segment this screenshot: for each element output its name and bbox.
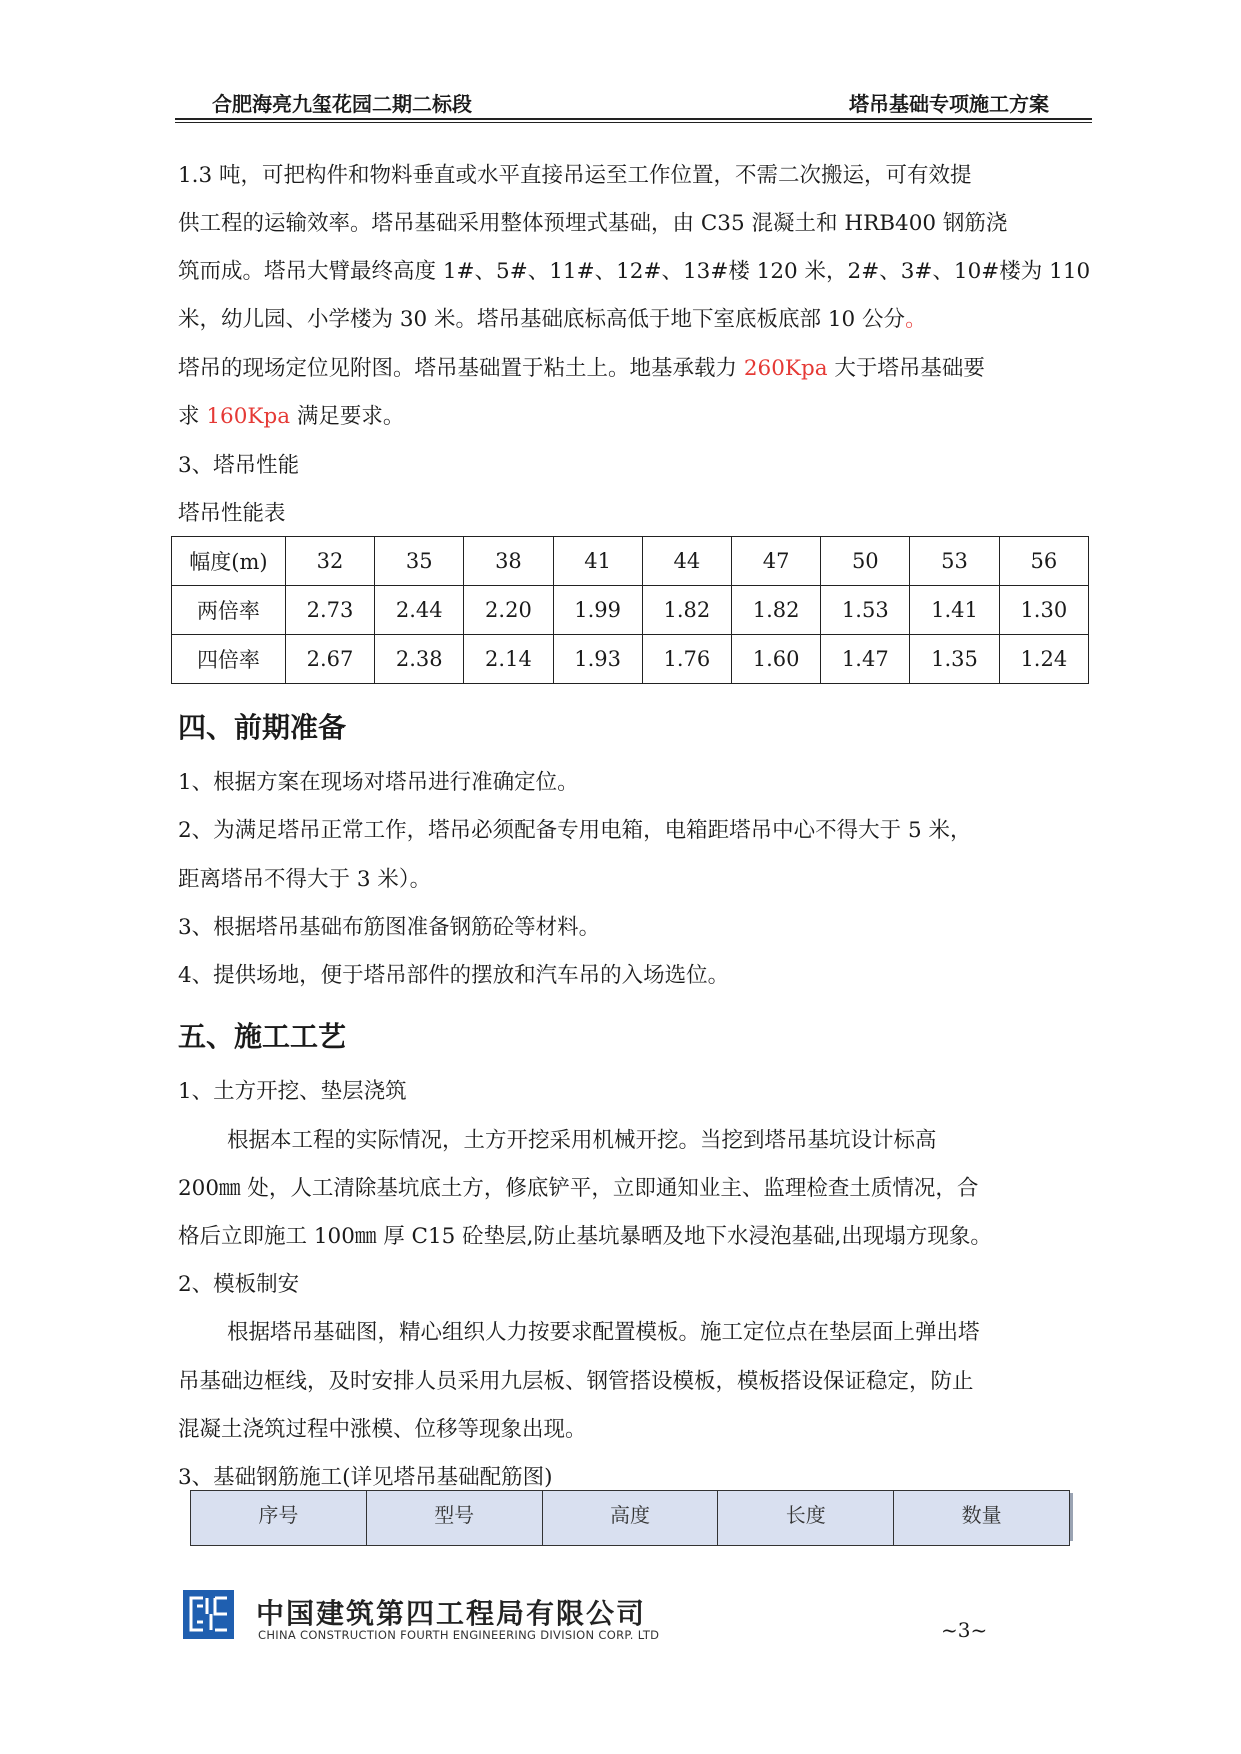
table-cell: 1.93	[553, 635, 642, 684]
table-cell: 2.38	[375, 635, 464, 684]
header-project-name: 合肥海亮九玺花园二期二标段	[212, 92, 472, 116]
table-header-row	[191, 1491, 1070, 1546]
table-cell: 1.53	[821, 586, 910, 635]
section-title-4: 四、前期准备	[178, 711, 347, 744]
page-number: ~3~	[941, 1618, 988, 1642]
table-cell: 1.47	[821, 635, 910, 684]
table-cell: 2.73	[285, 586, 374, 635]
row-label: 两倍率	[172, 586, 286, 635]
body-line: 根据塔吊基础图，精心组织人力按要求配置模板。施工定位点在垫层面上弹出塔	[227, 1320, 980, 1345]
table-cell: 1.41	[910, 586, 999, 635]
list-item: 4、提供场地，便于塔吊部件的摆放和汽车吊的入场选位。	[178, 963, 730, 988]
required-capacity-value: 160Kpa	[206, 404, 291, 429]
row-label: 幅度(m)	[172, 537, 286, 586]
table-caption: 塔吊性能表	[178, 501, 286, 526]
body-line: 200㎜ 处，人工清除基坑底土方，修底铲平，立即通知业主、监理检查土质情况，合	[178, 1176, 979, 1201]
body-line: 供工程的运输效率。塔吊基础采用整体预埋式基础，由 C35 混凝土和 HRB400 钢筋浇	[178, 211, 1008, 236]
rebar-table	[190, 1490, 1070, 1546]
table-cell: 1.24	[999, 635, 1088, 684]
table-row	[172, 586, 1089, 635]
list-item: 距离塔吊不得大于 3 米）。	[178, 867, 432, 892]
company-name-cn: 中国建筑第四工程局有限公司	[256, 1597, 647, 1630]
body-line-requirement: 求 160Kpa 满足要求。	[178, 404, 405, 429]
table-cell: 1.35	[910, 635, 999, 684]
table-cell: 35	[375, 537, 464, 586]
column-header: 数量	[894, 1491, 1070, 1546]
table-cell: 32	[285, 537, 374, 586]
body-line: 根据本工程的实际情况，土方开挖采用机械开挖。当挖到塔吊基坑设计标高	[227, 1128, 937, 1153]
table-cell: 2.44	[375, 586, 464, 635]
body-line: 格后立即施工 100㎜ 厚 C15 砼垫层,防止基坑暴晒及地下水浸泡基础,出现塌方现象。	[178, 1224, 992, 1249]
header-doc-title: 塔吊基础专项施工方案	[849, 92, 1049, 116]
body-line: 米，幼儿园、小学楼为 30 米。塔吊基础底标高低于地下室底板底部 10 公分。	[178, 307, 927, 332]
table-row	[172, 537, 1089, 586]
table-cell: 56	[999, 537, 1088, 586]
table-cell: 50	[821, 537, 910, 586]
body-line: 吊基础边框线，及时安排人员采用九层板、钢管搭设模板，模板搭设保证稳定，防止	[178, 1369, 974, 1394]
subsection-heading: 1、土方开挖、垫层浇筑	[178, 1079, 407, 1104]
section-heading-3: 3、塔吊性能	[178, 453, 300, 478]
table-cell: 2.67	[285, 635, 374, 684]
row-label: 四倍率	[172, 635, 286, 684]
subsection-heading: 3、基础钢筋施工(详见塔吊基础配筋图)	[178, 1465, 553, 1490]
table-row	[172, 635, 1089, 684]
table-cell: 44	[642, 537, 731, 586]
header-rule	[175, 118, 1092, 120]
body-line: 1.3 吨，可把构件和物料垂直或水平直接吊运至工作位置，不需二次搬运，可有效提	[178, 163, 972, 188]
list-item: 2、为满足塔吊正常工作，塔吊必须配备专用电箱，电箱距塔吊中心不得大于 5 米，	[178, 818, 972, 843]
column-header: 长度	[718, 1491, 894, 1546]
table-cell: 1.99	[553, 586, 642, 635]
list-item: 3、根据塔吊基础布筋图准备钢筋砼等材料。	[178, 915, 601, 940]
column-header: 型号	[366, 1491, 542, 1546]
table-cell: 1.60	[731, 635, 820, 684]
body-line-bearing: 塔吊的现场定位见附图。塔吊基础置于粘土上。地基承载力 260Kpa 大于塔吊基础要	[178, 356, 985, 381]
list-item: 1、根据方案在现场对塔吊进行准确定位。	[178, 770, 579, 795]
table-cell: 2.14	[464, 635, 553, 684]
table-cell: 1.82	[642, 586, 731, 635]
body-line: 筑而成。塔吊大臂最终高度 1#、5#、11#、12#、13#楼 120 米，2#、3#、10#楼为 110	[178, 259, 1091, 284]
table-cell: 41	[553, 537, 642, 586]
section-title-5: 五、施工工艺	[178, 1020, 347, 1053]
column-header: 序号	[191, 1491, 367, 1546]
table-cell: 47	[731, 537, 820, 586]
table-cell: 1.82	[731, 586, 820, 635]
table-cell: 53	[910, 537, 999, 586]
crane-performance-table	[171, 536, 1089, 684]
company-name-en: CHINA CONSTRUCTION FOURTH ENGINEERING DIVISION CORP. LTD	[258, 1628, 660, 1642]
table-cell: 38	[464, 537, 553, 586]
column-header: 高度	[542, 1491, 718, 1546]
table-cell: 2.20	[464, 586, 553, 635]
body-line: 混凝土浇筑过程中涨模、位移等现象出现。	[178, 1417, 587, 1442]
table-cell: 1.76	[642, 635, 731, 684]
cscec-logo	[183, 1590, 234, 1639]
table-cell: 1.30	[999, 586, 1088, 635]
header-rule-thin	[175, 122, 1092, 123]
red-period: 。	[905, 307, 927, 332]
subsection-heading: 2、模板制安	[178, 1272, 300, 1297]
bearing-capacity-value: 260Kpa	[743, 356, 828, 381]
